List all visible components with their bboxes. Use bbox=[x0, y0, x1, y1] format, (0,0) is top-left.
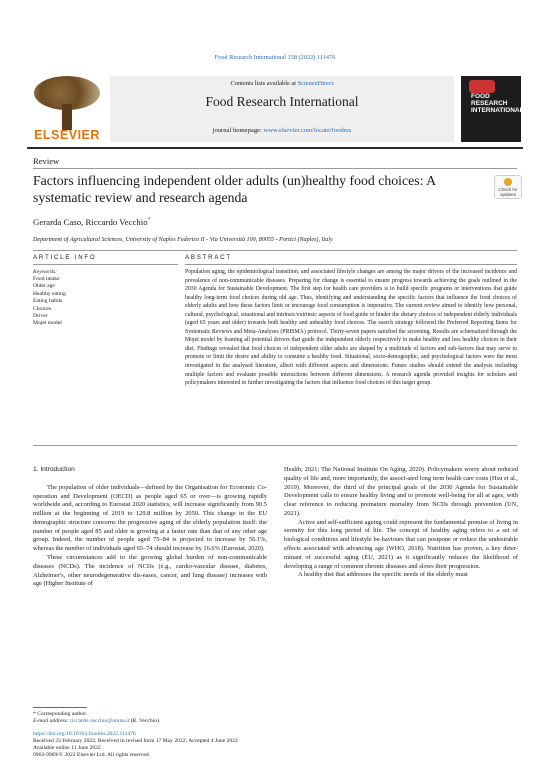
paragraph: Health, 2021; The National Institute On Aging, 2020). Policymakers worry about reduced quality of life and, more importantly, the associ-ated long term health care costs (Hsu et al., 2019). Moreover, the third of the principal goals of the 2030 Agenda for Sustainable Development calls to ensure healthy living and to promote well-being for all at ages, with clear reference to reducing premature mortality from NCDs through prevention (UN, 2021). bbox=[284, 466, 518, 517]
affiliation: Department of Agricultural Sciences, University of Naples Federico II - Via Università 100, 80055 - Portici (Naples), Italy bbox=[33, 237, 333, 243]
available-online: Available online 11 June 2022 bbox=[33, 745, 101, 751]
running-header[interactable]: Food Research International 158 (2022) 111476 bbox=[214, 54, 336, 61]
authors: Gerarda Caso, Riccardo Vecchio bbox=[33, 217, 148, 227]
email-link[interactable]: riccardo.vecchio@unina.it bbox=[70, 718, 130, 724]
keyword: Food intake bbox=[33, 276, 60, 282]
doi-link[interactable]: https://doi.org/10.1016/j.foodres.2022.111476 bbox=[33, 731, 136, 737]
email-note bbox=[33, 718, 160, 725]
abstract-heading: ABSTRACT bbox=[185, 254, 232, 261]
article-info-heading: ARTICLE INFO bbox=[33, 254, 97, 261]
article-type: Review bbox=[33, 156, 60, 166]
cover-image bbox=[469, 80, 495, 93]
article-title: Factors influencing independent older adults (un)healthy food choices: A systematic review and research agenda bbox=[33, 173, 436, 205]
sciencedirect-link[interactable]: ScienceDirect bbox=[297, 80, 334, 87]
received-dates: Received 23 February 2022; Received in revised form 17 May 2022; Accepted 4 June 2022 bbox=[33, 738, 238, 744]
keyword: Driver bbox=[33, 313, 48, 320]
footnote-rule bbox=[33, 707, 87, 708]
keyword: Older age bbox=[33, 283, 55, 290]
paragraph: The population of older individuals—defined by the Organisation for Economic Co-operation and Development (OECD) as people aged 65 or over—is growing rapidly worldwide and, according to Eurostat 2020 statistics, will increase significantly from 90.5 million at the beginning of 2019 to 129.8 million by 2050. This change in the EU demographic structure concerns the progressive aging of the elderly population itself: the number of people aged 85 and older is growing at a faster rate than that of any other age group. Indeed, the number of people aged 75–84 is projected to increase by 56.1%, whereas the number of individuals aged 65–74 should increase by 16.6% (Eurostat, 2020). bbox=[33, 483, 267, 553]
divider bbox=[33, 168, 517, 169]
check-for-updates-button[interactable] bbox=[494, 175, 522, 199]
journal-title: Food Research International bbox=[205, 94, 359, 109]
journal-cover[interactable] bbox=[461, 76, 524, 142]
divider bbox=[33, 445, 517, 446]
divider bbox=[185, 264, 517, 265]
author-line bbox=[33, 217, 151, 227]
section-heading: 1. Introduction bbox=[33, 466, 75, 473]
corresponding-note: * Corresponding author. bbox=[33, 711, 88, 717]
divider bbox=[33, 250, 517, 251]
keyword: Choices bbox=[33, 305, 52, 312]
paragraph: These circumstances add to the growing global burden of non-communicable diseases (NCDs). The incidence of NCDs (e.g., cardio-vascular disease, diabetes, Alzheimer's, other neurodegenerative dis-eases, cancer, and lung disease) increases with age (Higher Institute of bbox=[33, 554, 267, 588]
email-suffix: (R. Vecchio). bbox=[129, 718, 161, 724]
keyword: Mojet model bbox=[33, 320, 62, 327]
keywords-label: Keywords: bbox=[33, 269, 58, 275]
homepage-link[interactable]: www.elsevier.com/locate/foodres bbox=[263, 127, 352, 134]
homepage-prefix: journal homepage: bbox=[212, 127, 264, 134]
check-badge-label: Check for updates bbox=[498, 187, 518, 197]
masthead-rule bbox=[27, 147, 523, 149]
contents-line bbox=[110, 80, 454, 87]
publisher-wordmark: ELSEVIER bbox=[34, 128, 100, 142]
paragraph: A healthy diet that addresses the specific needs of the elderly must bbox=[298, 571, 468, 579]
elsevier-logo[interactable] bbox=[28, 76, 106, 142]
cover-title: FOOD RESEARCH INTERNATIONAL bbox=[471, 93, 524, 114]
copyright: 0963-9969/© 2022 Elsevier Ltd. All rights reserved. bbox=[33, 752, 151, 758]
keywords-list bbox=[33, 276, 66, 328]
corresponding-author-mark[interactable]: * bbox=[147, 217, 151, 224]
contents-prefix: Contents lists available at bbox=[230, 80, 298, 87]
body-column-right bbox=[284, 466, 518, 580]
check-updates-icon bbox=[504, 178, 512, 186]
keyword: Healthy eating bbox=[33, 290, 66, 297]
abstract-text: Population aging, the epidemiological transition, and associated lifestyle changes are among the major drivers of the increased incidence and prevalence of non-communicable diseases. Preparing for change is essential to ensure progress towards achieving the goals outlined in the 2030 Agenda for Sustainable Development. The first step for health care providers is to build specific programs or interventions that guide healthy long-term food choices during old age. Thus, identifying and understanding the specific factors that influence the food choices of elderly adults and how these factors limit or encourage food consumption is imperative. The current review aimed to identify how personal, cultural, psychological, situational and intrinsic/extrinsic aspects of food guide or hinder the dietary choices of independent elderly individuals (aged 65 years and older) towards both healthy and unhealthy food choices. The search strategy followed the Preferred Reporting Items for Systematic Reviews and Meta-Analyses (PRISMA) protocol. Thirty-seven papers satisfied the screening. Results are schematized through the Mojet model by framing all potential drivers that guide the independent elderly respectively to make healthy and less healthy choices in their diet. Findings revealed that food choices of independent older adults are shaped by a multitude of factors and sub-factors that may serve to promote or limit the desire and ability to consume a healthy food. Situational, socio-demographic, and psychological factors were the most investigated in the analysed literature, albeit with different aspects and dimensions. Future studies should extend the analysis including multiple factors and evaluate possible interactions between different dimensions. A research agenda provided insights for scholars and policymakers interested in further investigating the factors that influence food choices of this target group. bbox=[185, 269, 517, 387]
homepage-line bbox=[110, 127, 454, 134]
tree-trunk bbox=[62, 104, 72, 130]
paragraph: Active and self-sufficient ageing could represent the fundamental premise of living in serenity for this long period of life. The concept of healthy aging refers to a set of biological conditions and lifestyle be-haviours that can postpone or reduce the undesirable effects associated with advancing age (WHO, 2018). Nutrition has proven, a key deter-minant of successful aging (EU, 2021) as it significantly reduces the likelihood of developing a range of common chronic diseases and slows their progression. bbox=[284, 518, 518, 570]
email-label: E-mail address: bbox=[33, 718, 71, 724]
keyword: Eating habits bbox=[33, 298, 63, 305]
body-column-left bbox=[33, 466, 267, 589]
divider bbox=[33, 264, 178, 265]
